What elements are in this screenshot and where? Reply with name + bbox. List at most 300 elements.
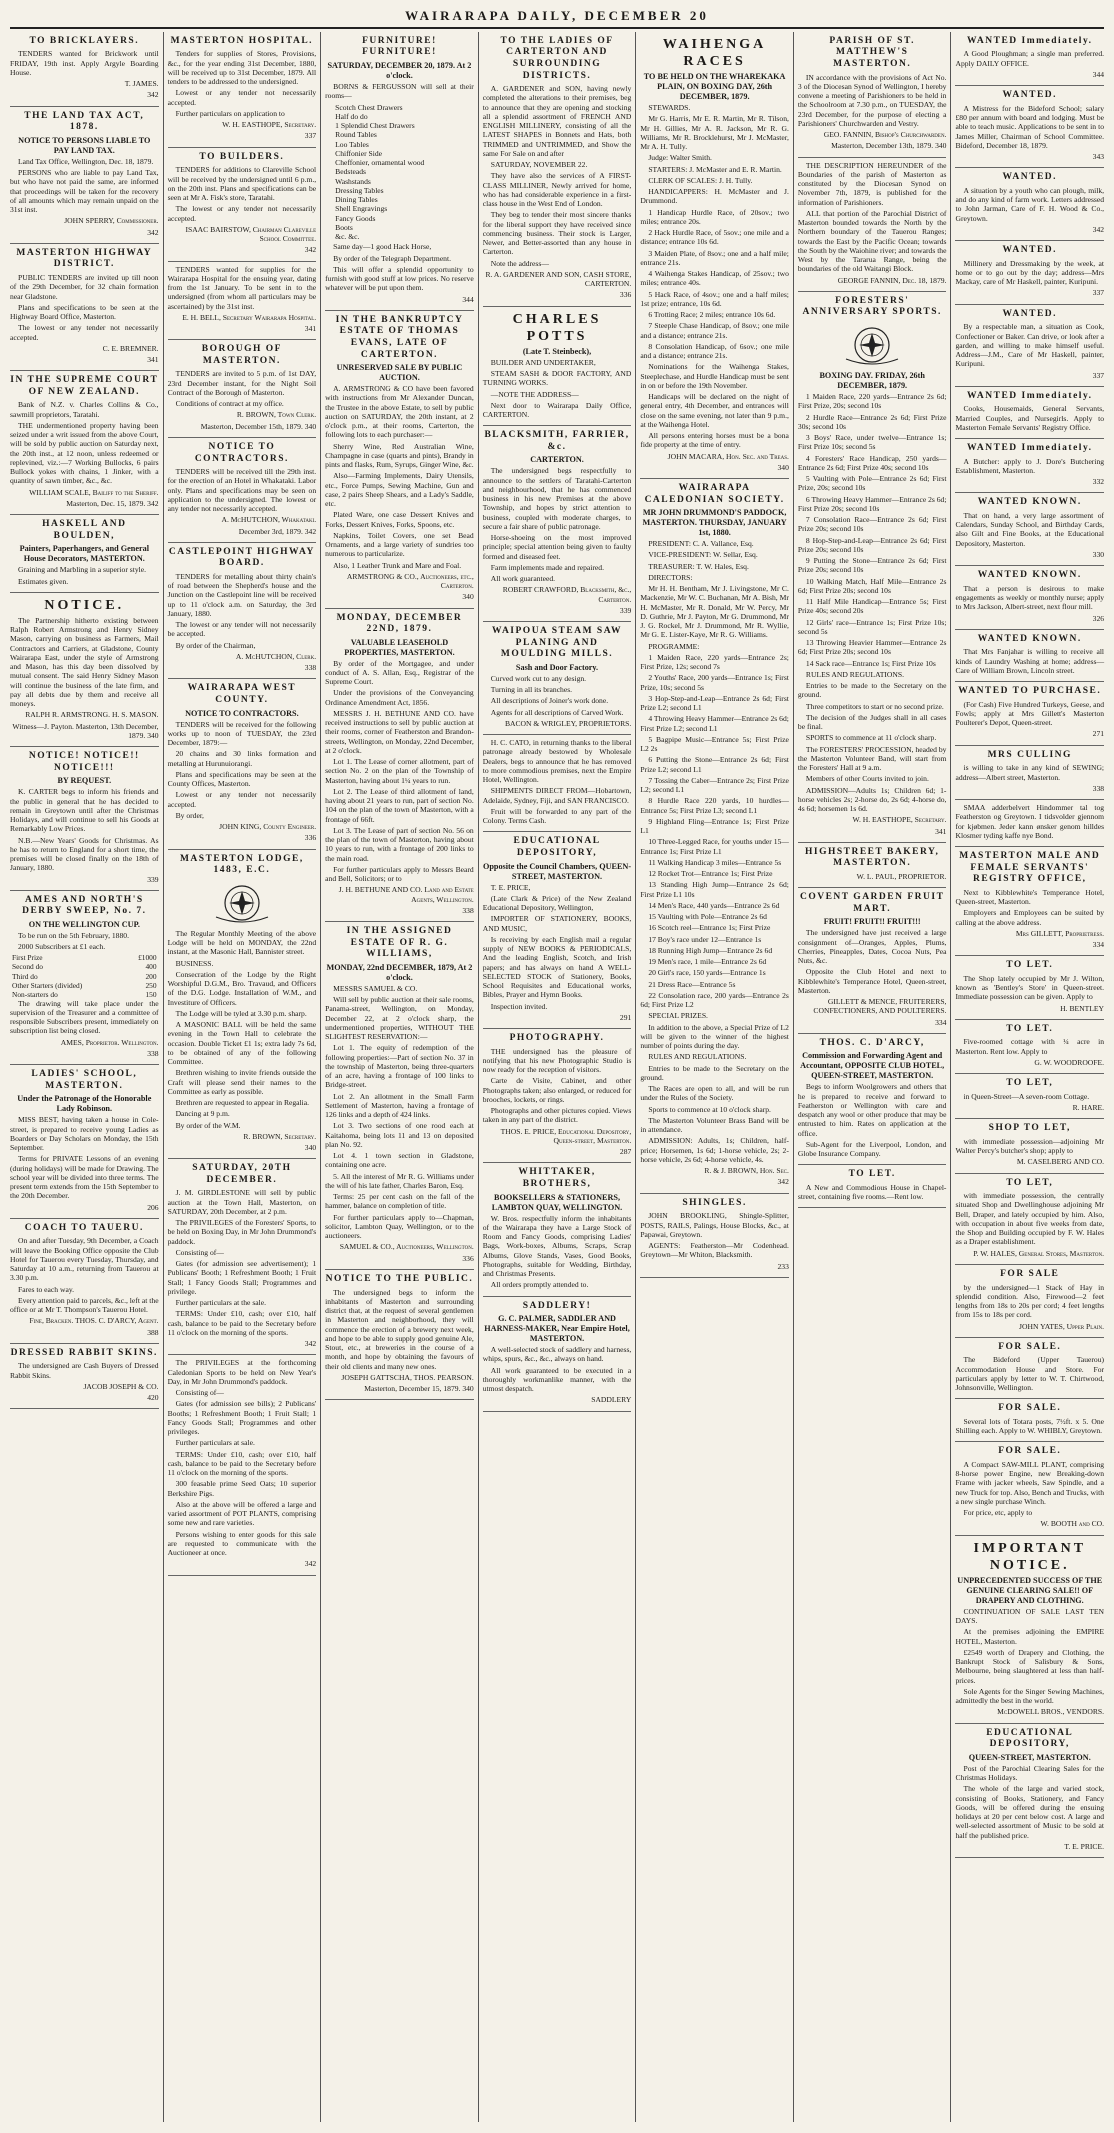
ad-list-item: Shell Engravings [335,204,388,214]
advertisement [955,86,1104,168]
ad-paragraph: 18 Running High Jump—Entrance 2s 6d [648,945,773,955]
advertisement [10,371,159,515]
advertisement [798,843,947,888]
advertisement [955,956,1104,1020]
ad-subtitle: BY REQUEST. [57,776,112,786]
ad-signature: G. W. WOODROOFE. [1034,1057,1105,1067]
prize-cell: 200 [145,971,157,981]
ad-paragraph: Several lots of Totara posts, 7½ft. x 5. One Shilling each. Apply to W. WHIBLY, Greytown. [955,1416,1105,1436]
ad-paragraph: Further particulars on application to [175,108,285,118]
advertisement [955,241,1104,305]
ad-paragraph: Land Tax Office, Wellington, Dec. 18, 1879. [18,156,154,166]
ad-paragraph: Lowest or any tender not necessarily accepted. [167,790,317,809]
ad-title: CASTLEPOINT HIGHWAY BOARD. [168,546,315,569]
ad-subtitle: NOTICE TO CONTRACTORS. [185,708,299,718]
ad-paragraph: in Queen-Street—A seven-room Cottage. [963,1091,1090,1101]
ad-reference-number: 334 [935,1017,947,1027]
ad-paragraph: Plans and specifications to be seen at the Highway Board Office, Masterton. [10,302,159,321]
ad-subtitle: FRUIT! FRUIT!! FRUIT!!! [823,917,921,927]
advertisement [955,682,1104,746]
ad-reference-number: Masterton, December 15, 1879. 340 [364,1384,474,1394]
prize-row [10,953,159,962]
ad-paragraph: By order of the Telegraph Department. [333,253,451,263]
ad-paragraph: Will sell by public auction at their sale rooms, Panama-street, Wellington, on Monday, December 22, at 2 o'clock sharp, the undermentioned properties, WITHOUT THE SLIGHTEST RESERVATION:— [325,995,474,1042]
ad-title: TO LET, [1006,1177,1054,1188]
masthead: WAIRARAPA DAILY, DECEMBER 20 [10,4,1104,29]
ad-title: THOS. C. D'ARCY, [819,1037,925,1048]
ad-reference-number: 339 [619,605,632,615]
ad-paragraph: TERMS: Under £10, cash; over £10, half cash, balance to be paid to the Secretary before 11 o'clock on the morning of the sports. [167,1449,317,1478]
ad-paragraph: Horse-shoeing on the most improved principle; special attention being given to faulty formed and diseased feet. [482,533,632,561]
ad-signature: J. H. BETHUNE AND CO. Land and Estate Agents, Wellington. [338,885,474,904]
ad-paragraph: 11 Half Mile Handicap—Entrance 5s; First Prize 40s; second 20s [797,597,947,616]
ad-paragraph: The undersigned begs respectfully to announce to the settlers of Taratahi-Carterton and neighbourhood, that he has commenced business in his new Premises at the above Township, and hopes by strict attention to business, coupled with moderate charges, to secure a fair share of public patronage. [482,466,632,531]
ad-paragraph: This will offer a splendid opportunity to furnish with good stuff at low prices. No reserve whatever will be put upon them. [325,264,474,293]
ad-reference-number: 332 [1092,477,1105,487]
ad-paragraph: Lot 2. An allotment in the Small Farm Settlement of Masterton, having a frontage of 126 links and a depth of 424 links. [325,1091,474,1120]
ad-reference-number: 344 [462,294,474,304]
advertisement [955,1442,1104,1535]
ad-paragraph: To be run on the 5th February, 1880. [18,930,129,940]
ad-subtitle: BOXING DAY. FRIDAY, 26th DECEMBER, 1879. [819,371,925,390]
ad-paragraph: Photographs and other pictures copied. Views taken in any part of the district. [482,1106,632,1125]
ad-list-item: Loo Tables [335,139,369,149]
ad-subtitle: SATURDAY, DECEMBER 20, 1879. At 2 o'clock. [327,61,472,81]
ad-paragraph: A. GARDENER and SON, having newly completed the alterations to their premises, beg to announce that they are opening and stocking all a splendid assortment of FRENCH AND ENGLISH MILLINERY, consisting of all the LATEST SHAPES in Bonnets and Hats, both TRIMMED and UNTRIMMED, and Show the same For Sale on and after [482,84,632,158]
ad-paragraph: Plated Ware, one case Dessert Knives and Forks, Dessert Knives, Forks, Spoons, etc. [325,510,474,529]
ad-signature: GILLETT & MENCE, FRUITERERS, CONFECTIONERS, AND POULTERERS. [813,997,947,1016]
ad-paragraph: By order of the Mortgagee, and under conduct of A. S. Allan, Esq., Registrar of the Supreme Court. [325,658,474,687]
advertisement [798,292,947,843]
ad-paragraph: 300 feasable prime Seed Oats; 10 superior Berkshire Pigs. [167,1479,317,1498]
ad-paragraph: PROGRAMME: [648,641,700,651]
ad-signature: RALPH R. ARMSTRONG. H. S. MASON. [25,710,159,720]
ad-paragraph: 17 Boy's race under 12—Entrance 1s [648,934,762,944]
ad-paragraph: 14 Sack race—Entrance 1s; First Prize 10s [805,658,936,668]
ad-paragraph: PUBLIC TENDERS are invited up till noon of the 29th December, for 32 chain formation near Gladstone. [10,273,159,301]
ad-paragraph: Lot 1. The equity of redemption of the following properties:—Part of section No. 37 in the township of Masterton, being three-quarters of an acre, having a frontage of 100 links to Bridge-street. [325,1043,474,1090]
ad-title: WAIPOUA STEAM SAW PLANING AND MOULDING MILLS. [492,626,623,660]
ad-paragraph: J. M. GIRDLESTONE will sell by public auction at the Town Hall, Masterton, on SATURDAY, 20th December, at 2 p.m. [167,1188,317,1216]
ad-paragraph: Inspection invited. [490,1001,548,1011]
ad-reference-number: 342 [304,1339,317,1349]
ad-paragraph: SPECIAL PRIZES. [648,1011,708,1021]
ad-reference-number: 233 [777,1261,789,1271]
ad-signature: THOS. E. PRICE, Educational Depository, Queen-street, Masterton. [500,1126,632,1145]
ad-title: WAIRARAPA WEST COUNTY. [187,683,297,706]
ad-paragraph: Handicaps will be declared on the night of general entry, 4th December, and entrances will close on the same evening, not later than 9 p.m., at the Waihenga Hotel. [640,392,789,429]
ad-title: NOTICE. [44,597,125,613]
ad-paragraph: 2 Hack Hurdle Race, of 5sov.; one mile and a distance; entrance 10s 6d. [640,228,789,247]
prize-cell: Other Starters (divided) [12,980,83,990]
ad-title: SHOP TO LET, [988,1123,1071,1134]
ad-paragraph: Further particulars at sale. [175,1438,255,1448]
column-6 [794,32,952,2122]
advertisement [168,1159,317,1355]
ad-paragraph: 6 Trotting Race; 2 miles; entrance 10s 6d. [648,310,776,320]
ad-title: SATURDAY, 20TH DECEMBER. [192,1163,292,1185]
ad-paragraph: 13 Standing High Jump—Entrance 2s 6d; First Prize L1 10s [640,880,789,899]
ad-paragraph: 4 Waihenga Stakes Handicap, of 25sov.; two miles; entrance 40s. [640,269,789,288]
ad-paragraph: STEAM SASH & DOOR FACTORY, AND TURNING WORKS. [482,369,632,388]
ad-paragraph: 11 Walking Handicap 3 miles—Entrance 5s [648,857,782,867]
ad-reference-number: 337 [1092,370,1105,380]
ad-paragraph: Millinery and Dressmaking by the week, at home or to go out by the day; address—Mrs Mackay, care of Mr Haskell, painter, Kuripuni. [955,258,1105,287]
prize-cell: 400 [145,962,157,972]
advertisement [10,32,159,107]
ad-paragraph: Next door to Wairarapa Daily Office, CARTERTON. [482,400,632,420]
ad-paragraph: Sole Agents for the Singer Sewing Machines, admittedly the best in the world. [955,1686,1105,1706]
advertisement [483,622,632,735]
ad-paragraph: Mr H. H. Bentham, Mr J. Livingstone, Mr C. Mackenzie, Mr W. C. Buchanan, Mr A. Bish, Mr H. McMaster, Mr R. Donald, Mr W. Percy, Mr D. Guthrie, Mr J. Payton, Mr G. Drummond, Mr J. G. Rockel, Mr J. Drummond, Mr R. Wyllie, Mr G. E. Lister-Kaye, Mr R. G. Williams. [640,584,789,640]
ad-title: FOR SALE. [998,1341,1062,1352]
ad-reference-number: 336 [619,290,632,300]
ad-paragraph: 19 Men's race, 1 mile—Entrance 2s 6d [648,957,767,967]
ad-title: WHITTAKER, BROTHERS, [518,1167,596,1190]
ad-subtitle: G. C. PALMER, SADDLER AND HARNESS-MAKER, Near Empire Hotel, MASTERTON. [484,1314,630,1344]
ad-paragraph: ALL that portion of the Parochial District of Masterton bounded towards the North by the Northern boundary of the Tauerou Ranges; towards the East by the Pacific Ocean; towards the South by the Waiohine river; and towards the West by the Tararua Range, being the boundaries of the old Waitangi Block. [797,208,947,274]
ad-signature: W. L. PAUL, PROPRIETOR. [856,871,947,881]
ad-signature: BACON & WRIGLEY, PROPRIETORS. [504,718,632,728]
ad-paragraph: RULES AND REGULATIONS. [805,669,904,679]
ad-paragraph: TENDERS for metalling about thirty chain's of road between the Shepherd's house and the Junction on the Castlepoint line will be received up to 11 o'clock a.m. on Saturday, the 3rd January, 1880. [167,571,317,618]
advertisement [955,1399,1104,1442]
ad-paragraph: All orders promptly attended to. [490,1280,589,1290]
ad-signature: W. H. EASTHOPE, Secretary. [222,120,317,130]
ad-signature: ISAAC BAIRSTOW, Chairman Clareville School Committee. [185,224,317,244]
ad-reference-number: Masterton, December 13th, 1879. 340 [831,141,947,151]
ad-paragraph: Nominations for the Waihenga Stakes, Steeplechase, and Hurdle Handicap must be sent in on or before the 19th November. [640,362,789,390]
advertisement [483,1029,632,1163]
column-7 [951,32,1108,2122]
advertisement [798,32,947,158]
ad-title: WANTED KNOWN. [977,633,1082,644]
ad-title: WAIRARAPA CALEDONIAN SOCIETY. [644,483,785,505]
prize-cell: 250 [145,980,157,990]
ad-paragraph: 2000 Subscribers at £1 each. [18,942,106,952]
ad-reference-number: SADDLERY [591,1395,632,1405]
ad-title: MASTERTON LODGE, 1483, E.C. [179,853,304,876]
ad-paragraph: Lot 1. The Lease of corner allotment, part of section No. 2 on the plan of the Township of Masterton, having about 1¼ years to run. [325,757,474,785]
advertisement [955,1536,1104,1724]
ad-subtitle: UNRESERVED SALE BY PUBLIC AUCTION. [336,363,463,383]
ad-reference-number: 330 [1092,549,1105,559]
ad-paragraph: Note the address— [490,258,549,268]
ad-paragraph: The FORESTERS' PROCESSION, headed by the Masterton Volunteer Band, will start from the Foresters' Hall at 9 a.m. [797,744,947,772]
ad-paragraph: TENDERS will be received for the following works up to noon of TUESDAY, the 23rd December, 1879:— [167,719,317,748]
advertisement [325,609,474,923]
ad-paragraph: Under the provisions of the Conveyancing Ordinance Amendment Act, 1856. [325,688,474,707]
ad-paragraph: By a respectable man, a situation as Cook, Confectioner or Baker. Can drive, or look after a garden, and willing to make himself useful. Address—J.M., Care of Mr Haskell, painter, Kuripuni. [955,322,1105,369]
ad-paragraph: Lot 3. The Lease of part of section No. 56 on the plan of the town of Masterton, having about 10 years to run, with a frontage of 200 links to the main road. [325,825,474,863]
ad-paragraph: 5. All the interest of Mr R. G. Williams under the will of his late father, Charles Baron, Esq. [325,1171,474,1190]
advertisement [955,32,1104,86]
advertisement [955,1724,1104,1858]
ad-paragraph: A Mistress for the Bideford School; salary £80 per annum with board and lodging. Must be able to teach music. Applications to be sent in to James Miller, Chairman of School Committee. Bideford, December 18, 1879. [955,103,1105,150]
ad-paragraph: H. C. CATO, in returning thanks to the liberal patronage already bestowed by Wholesale Dealers, begs to announce that he has removed to more commodious premises, next the Empire Hotel, Wellington. [482,738,632,785]
ad-paragraph: 20 chains and 30 links formation and metalling at Hurunuiorangi. [167,749,317,768]
ad-paragraph: BORNS & FERGUSSON will sell at their rooms— [325,82,474,101]
ad-paragraph: The lowest or any tender not necessarily accepted. [167,204,317,223]
advertisement [955,847,1104,956]
ad-title: TO LET. [848,1169,896,1180]
ad-paragraph: BUSINESS. [175,958,214,968]
advertisement [955,630,1104,682]
ad-subtitle: NOTICE TO PERSONS LIABLE TO PAY LAND TAX. [18,135,151,155]
ad-signature: Fine, Bracken. THOS. C. D'ARCY, Agent. [29,1316,159,1326]
ad-paragraph: The Bideford (Upper Tauerou) Accommodation House and Store. For particulars apply by letter to W. T. Chirtwood, Johnsonville, Wellington. [955,1355,1105,1393]
advertisement [10,1344,159,1410]
ad-paragraph: By order, [175,810,204,820]
ad-signature: GEORGE FANNIN, Dec. 18, 1879. [837,275,947,285]
advertisement [955,1265,1104,1338]
ad-paragraph: TERMS: Under £10, cash; over £10, half cash, balance to be paid to the Secretary before 11 o'clock on the morning of the sports. [167,1309,317,1337]
ad-paragraph: Is receiving by each English mail a regular supply of NEW BOOKS & PERIODICALS, And the leading English, Scotch, and Irish papers; and has always on hand A WELL-SELECTED STOCK of Stationery, Books, School Requisites and Educational works, Bibles, Prayer and Hymn Books. [482,934,632,1000]
ad-title: PARISH OF ST. MATTHEW'S MASTERTON. [829,35,915,70]
advertisement [168,262,317,341]
ad-signature: JOHN SPERRY, Commissioner. [64,216,159,226]
ad-signature: WILLIAM SCALE, Bailiff to the Sheriff. [29,487,159,497]
ad-reference-number: 337 [1092,288,1105,298]
ad-title: WANTED Immediately. [966,443,1093,454]
advertisement [640,32,789,479]
ad-paragraph: TENDERS are invited to 5 p.m. of 1st DAY, 23rd December instant, for the Night Soil Contract of the Borough of Masterton. [167,369,317,397]
advertisement [10,1219,159,1344]
ad-reference-number: 342 [147,90,159,100]
ad-title: WANTED Immediately. [966,35,1093,46]
ad-title: WANTED KNOWN. [977,497,1082,508]
ad-paragraph: 1 Maiden Race, 220 yards—Entrance 2s 6d; First Prize, 20s; second 10s [797,392,947,411]
ad-paragraph: On and after Tuesday, 9th December, a Coach will leave the Booking Office opposite the Club Hotel for Tauerou every Tuesday, Thursday, and Saturday at 10 a.m., returning from Tauerou at 3.30 p.m. [10,1236,159,1283]
ad-title: MASTERTON HIGHWAY DISTRICT. [16,247,153,270]
ad-signature: C. E. BREMNER. [102,343,159,353]
ad-list-item: Cheffonier, ornamental wood [335,158,425,168]
advertisement [168,148,317,262]
prize-cell: Non-starters do [12,989,58,999]
ad-title: CHARLES POTTS [512,311,602,344]
ad-subtitle: QUEEN-STREET, MASTERTON. [968,1752,1091,1762]
ad-subtitle: (Late T. Steinbeck), [522,346,592,356]
ad-paragraph: Conditions of contract at my office. [175,399,284,409]
ad-reference-number: 342 [304,1559,317,1569]
advertisement [955,1338,1104,1400]
ad-paragraph: A Compact SAW-MILL PLANT, comprising 8-horse power Engine, new Breaking-down Frame with jacker wheels, Saw Spindle, and a new Truck for top. Also, Bench and Trucks, with a new single purchase Winch. [955,1459,1105,1506]
ad-list-item: Dining Tables [335,195,378,205]
ad-paragraph: The Races are open to all, and will be run under the Rules of the Society. [640,1084,789,1103]
ad-signature: JOHN MACARA, Hon. Sec. and Treas. [667,451,789,461]
ad-signature: McDOWELL BROS., VENDORS. [997,1707,1105,1717]
ad-paragraph: VICE-PRESIDENT: W. Sellar, Esq. [648,550,758,560]
ad-paragraph: That on hand, a very large assortment of Calendars, Sunday School, and Birthday Cards, also Gilt and Fine Books, at the Educational Depository, Masterton. [955,510,1105,548]
ad-paragraph: The undersigned are Cash Buyers of Dressed Rabbit Skins. [10,1361,159,1380]
ad-paragraph: Plans and specifications may be seen at the County Offices, Masterton. [167,769,317,789]
advertisement [168,1355,317,1575]
advertisement [640,1194,789,1278]
emblem-icon [842,323,902,367]
ad-signature: A. McHUTCHON, Whakataki. [221,515,317,525]
ad-paragraph: PRESIDENT: C. A. Vallance, Esq. [648,539,754,549]
ad-paragraph: T. E. PRICE, [490,882,531,892]
ad-subtitle: Commission and Forwarding Agent and Accountant, OPPOSITE CLUB HOTEL, QUEEN-STREET, MASTERTON. [800,1051,945,1081]
ad-paragraph: is willing to take in any kind of SEWING; address—Albert street, Masterton. [955,763,1105,782]
ad-paragraph: by the undersigned—1 Stack of Hay in splendid condition. Also, Firewood—2 feet lengths from 18s to 20s per cord; 4 feet lengths from 15s to 18s per cord. [955,1282,1105,1320]
ad-title: SADDLERY! [522,1300,592,1311]
ad-paragraph: MESSRS SAMUEL & CO. [333,983,418,993]
advertisement [168,340,317,438]
ad-paragraph: 2 Youths' Race, 200 yards—Entrance 1s; First Prize, 10s; second 5s [640,673,789,692]
ad-paragraph: 4 Foresters' Race Handicap, 250 yards—Entrance 2s 6d; First Prize 40s; second 10s [797,453,947,472]
ad-signature: JOHN KING, County Engineer. [219,822,317,832]
column-1 [6,32,164,2122]
ad-paragraph: They have also the services of A FIRST-CLASS MILLINER, Newly arrived for home, who has had considerable experience in a first-class house in the West End of London. [482,171,632,209]
ad-paragraph: Sherry Wine, Red Australian Wine, Champagne in case (quarts and pints), Brandy in pints and flasks, Rum, Syrups, Ginger Wine, &c. [325,441,474,470]
ad-paragraph: The Shop lately occupied by Mr J. Wilton, known as 'Bentley's Store' in Queen-street. Immediate possession can be given. Apply to [955,973,1105,1002]
ad-title: EDUCATIONAL DEPOSITORY, [513,836,601,859]
ad-signature: R. A. GARDENER AND SON, CASH STORE, CARTERTON. [485,269,632,289]
ad-paragraph: 14 Men's Race, 440 yards—Entrance 2s 6d [648,900,780,910]
ad-paragraph: with immediate possession—adjoining Mr Walter Percy's butcher's shop; apply to [955,1136,1105,1156]
ad-title: NOTICE! NOTICE!! NOTICE!!! [28,751,140,773]
ad-paragraph: 5 Bagpipe Music—Entrance 5s; First Prize L2 2s [640,734,789,754]
ad-paragraph: 5 Hack Race, of 4sov.; one and a half miles; 1st prize; entrance, 10s 6d. [640,289,789,308]
ad-paragraph: The decision of the Judges shall in all cases be final. [797,712,947,731]
advertisement [325,1270,474,1400]
ad-paragraph: Cooks, Housemaids, General Servants, Married Couples, and Nursegirls. Apply to Masterton Female Servants' Registry Office. [955,404,1105,432]
ad-signature: R. & J. BROWN, Hon. Sec. [704,1166,789,1176]
ad-subtitle: VALUABLE LEASEHOLD PROPERTIES, MASTERTON. [344,637,455,657]
ad-reference-number: 342 [777,1177,789,1187]
ad-reference-number: 334 [1092,940,1105,950]
ad-paragraph: IN accordance with the provisions of Act No. 3 of the Diocesan Synod of Wellington, I hereby convene a meeting of Parishioners to be held in the Schoolroom at 7.30 p.m., on TUESDAY, the 23rd December, for the purpose of electing a Parishioners' Churchwarden and Vestry. [797,72,947,128]
ad-reference-number: 339 [147,874,159,884]
ad-paragraph: All persons entering horses must be a bona fide property at the time of entry. [640,431,789,450]
ad-signature: JOHN YATES, Upper Plain. [1019,1321,1105,1331]
ad-signature: JACOB JOSEPH & CO. [83,1381,159,1391]
advertisement [955,746,1104,800]
ad-paragraph: TREASURER: T. W. Hales, Esq. [648,561,749,571]
ad-paragraph: RULES AND REGULATIONS. [648,1052,747,1062]
ad-paragraph: TENDERS will be received till the 29th inst. for the erection of an Hotel in Whakataki. Labor only. Plans and specifications may be seen on application to the undersigned. The lowest or any tender not necessarily accepted. [167,467,317,514]
ad-paragraph: MESSRS J. H. BETHUNE AND CO. have received instructions to sell by public auction at their rooms, corner of Featherston and Brandon-streets, Wellington, on Monday, 22nd December, at 2 o'clock. [325,708,474,755]
advertisement [798,1165,947,1208]
ad-paragraph: 6 Throwing Heavy Hammer—Entrance 2s 6d; First Prize 20s; second 10s [797,494,947,513]
ad-paragraph: 21 Dress Race—Entrance 5s [648,979,736,989]
ad-list [325,103,474,242]
column-3 [321,32,479,2122]
ad-signature: AMES, Proprietor. Wellington. [60,1037,159,1047]
ad-paragraph: Tenders for supplies of Stores, Provisions, &c., for the year ending 31st December, 1880, will be received up to 31st December, 1879. All tenders to be addressed to the undersigned. [167,49,317,87]
ad-paragraph: At the premises adjoining the EMPIRE HOTEL, Masterton. [955,1627,1105,1646]
prize-row [10,981,159,990]
advertisement [325,922,474,1270]
ad-paragraph: For further particulars apply to—Chapman, solicitor, Lambton Quay, Wellington, or to the auctioneers. [325,1212,474,1241]
advertisement [955,439,1104,493]
ad-paragraph: Employers and Employees can be suited by calling at the above address. [955,908,1105,927]
ad-title: WANTED Immediately. [966,390,1093,401]
ad-list-item: Round Tables [335,130,377,140]
prize-cell: Third do [12,971,38,981]
advertisement [325,32,474,311]
ad-list-item: Fancy Goods [335,213,376,223]
ad-paragraph: ADMISSION: Adults, 1s; Children, half-price; Horsemen, 1s 6d; 1-horse vehicle, 2s; 2-horse vehicle, 2s 6d; 4-horse vehicle, 4s. [640,1136,789,1164]
ad-paragraph: Consisting of— [175,1388,224,1398]
ad-title: WANTED. [1002,90,1058,101]
advertisement [10,515,159,593]
ad-paragraph: 12 Rocket Trot—Entrance 1s; First Prize [648,869,773,879]
ad-paragraph: TENDERS wanted for Brickwork until FRIDAY, 19th inst. Apply Argyle Boarding House. [10,49,159,77]
ad-title: DRESSED RABBIT SKINS. [10,1347,158,1358]
ad-reference-number: 340 [777,462,789,472]
ad-paragraph: By order of the Chairman, [175,640,256,650]
prize-cell: Second do [12,962,43,972]
ad-paragraph: Next to Kibblewhite's Temperance Hotel, Queen-street, Masterton. [955,887,1105,907]
ad-paragraph: A well-selected stock of saddlery and harness, whips, spurs, &c., &c., always on hand. [482,1345,632,1364]
ad-title: NOTICE TO CONTRACTORS. [194,441,289,464]
ad-paragraph: The Partnership hitherto existing between Ralph Robert Armstrong and Henry Sidney Mason, carrying on business as Farmers, Mail Contractors and Carriers, at Gladstone, County Wairarapa East, under the style of Armstrong and Mason, has this day been dissolved by mutual consent. The said Henry Sidney Mason will continue the business of the late firm, and pay all debts due by them and receive all moneys. [10,615,159,709]
prize-cell: First Prize [12,953,43,963]
ad-reference-number: 341 [147,355,159,364]
ad-paragraph: Fruit will be forwarded to any part of the Colony. Terms Cash. [482,806,632,826]
ad-paragraph: All work guaranteed. [490,574,556,584]
ad-paragraph: A situation by a youth who can plough, milk, and do any kind of farm work. Letters addressed to John Jarman, Care of F. H. Wood & Co., Greytown. [955,185,1105,223]
ad-paragraph: Estimates given. [18,576,69,586]
ad-paragraph: Consecration of the Lodge by the Right Worshipful D.G.M., Bro. Travaud, and Officers of the D.G. Lodge. Installation of W.M., and Investiture of Officers. [167,969,317,1007]
ad-reference-number: 340 [462,592,474,602]
ad-reference-number: 342 [304,245,317,255]
ad-paragraph: For price, etc, apply to [963,1508,1033,1518]
ad-paragraph: Carte de Visite, Cabinet, and other Photographs taken; also enlarged, or reduced for brooches, lockets, or rings. [482,1076,632,1104]
ad-list-item: Half do do [335,111,368,121]
ad-paragraph: The Masterton Volunteer Brass Band will be in attendance. [640,1115,789,1135]
ad-title: EDUCATIONAL DEPOSITORY, [986,1727,1074,1750]
ad-paragraph: A MASONIC BALL will be held the same evening in the Town Hall to celebrate the occasion. Double Ticket £1 1s; extra lady 7s 6d, to be obtained of any of the following Committee. [167,1020,317,1067]
ad-reference-number: 338 [462,905,474,915]
ad-title: COACH TO TAUERU. [24,1222,144,1233]
ad-paragraph: Fares to each way. [18,1284,75,1294]
prize-cell: 150 [145,989,157,999]
ad-title: FOR SALE. [998,1403,1062,1414]
ad-paragraph: Entries to be made to the Secretary on the ground. [797,681,947,700]
ad-paragraph: (Late Clark & Price) of the New Zealand Educational Depository, Wellington, [482,893,632,913]
ad-title: WANTED. [1002,245,1058,256]
ad-paragraph: IMPORTER OF STATIONERY, BOOKS, AND MUSIC, [482,914,632,933]
ad-paragraph: 10 Three-Legged Race, for youths under 15—Entrance 1s; First Prize L1 [640,837,789,856]
ad-paragraph: Judge: Walter Smith. [648,153,712,163]
ad-paragraph: THE undersigned has the pleasure of notifying that his new Photographic Studio is now ready for the reception of visitors. [482,1046,632,1075]
ad-paragraph: All descriptions of Joiner's work done. [490,696,609,706]
ad-subtitle: CARTERTON. [530,455,584,465]
advertisement [955,493,1104,566]
ad-paragraph: Napkins, Toilet Covers, one set Bead Ornaments, and a large variety of sundries too numerous to particularize. [325,530,474,559]
column-4 [479,32,637,2122]
ad-paragraph: Three competitors to start or no second prize. [805,701,944,711]
ad-paragraph: The undersigned begs to inform the inhabitants of Masterton and surrounding district that, at the request of several gentlemen in Masterton and neighborhood, they will commence the erection of a brewery next week, and hope to be able to supply good genuine Ale, Stout, etc., at breweries in the course of a month, and hope by obtaining the favours of their old clients and many new ones. [325,1287,474,1371]
ad-paragraph: 7 Consolation Race—Entrance 2s 6d; First Prize 20s; second 10s [797,515,947,534]
advertisement [798,158,947,292]
ad-subtitle: BOOKSELLERS & STATIONERS, LAMBTON QUAY, WELLINGTON. [491,1192,623,1212]
ad-subtitle: Under the Patronage of the Honorable Lady Robinson. [17,1094,152,1114]
ad-paragraph: They beg to tender their most sincere thanks for the liberal support they have received since commencing business. Their stock is Larger, Newer, and Better-assorted than any house in Carterton. [482,210,632,257]
ad-paragraph: K. CARTER begs to inform his friends and the public in general that he has decided to remain in Greytown until after the Christmas Holidays, and will continue to sell his Goods at Remarkably Low Prices. [10,787,159,834]
ad-paragraph: All work guaranteed to be executed in a thoroughly workmanlike manner, with the utmost despatch. [482,1365,632,1394]
ad-subtitle: TO BE HELD ON THE WHAREKAKA PLAIN, ON BOXING DAY, 26th DECEMBER, 1879. [643,72,786,102]
prize-cell: £1000 [138,953,157,963]
advertisement [10,244,159,371]
ad-signature: H. BENTLEY [1060,1003,1105,1013]
ad-reference-number: 388 [147,1327,159,1337]
ad-paragraph: Five-roomed cottage with ¼ acre in Masterton. Rent low. Apply to [955,1037,1105,1056]
ad-paragraph: Sports to commence at 10 o'clock sharp. [648,1104,771,1114]
